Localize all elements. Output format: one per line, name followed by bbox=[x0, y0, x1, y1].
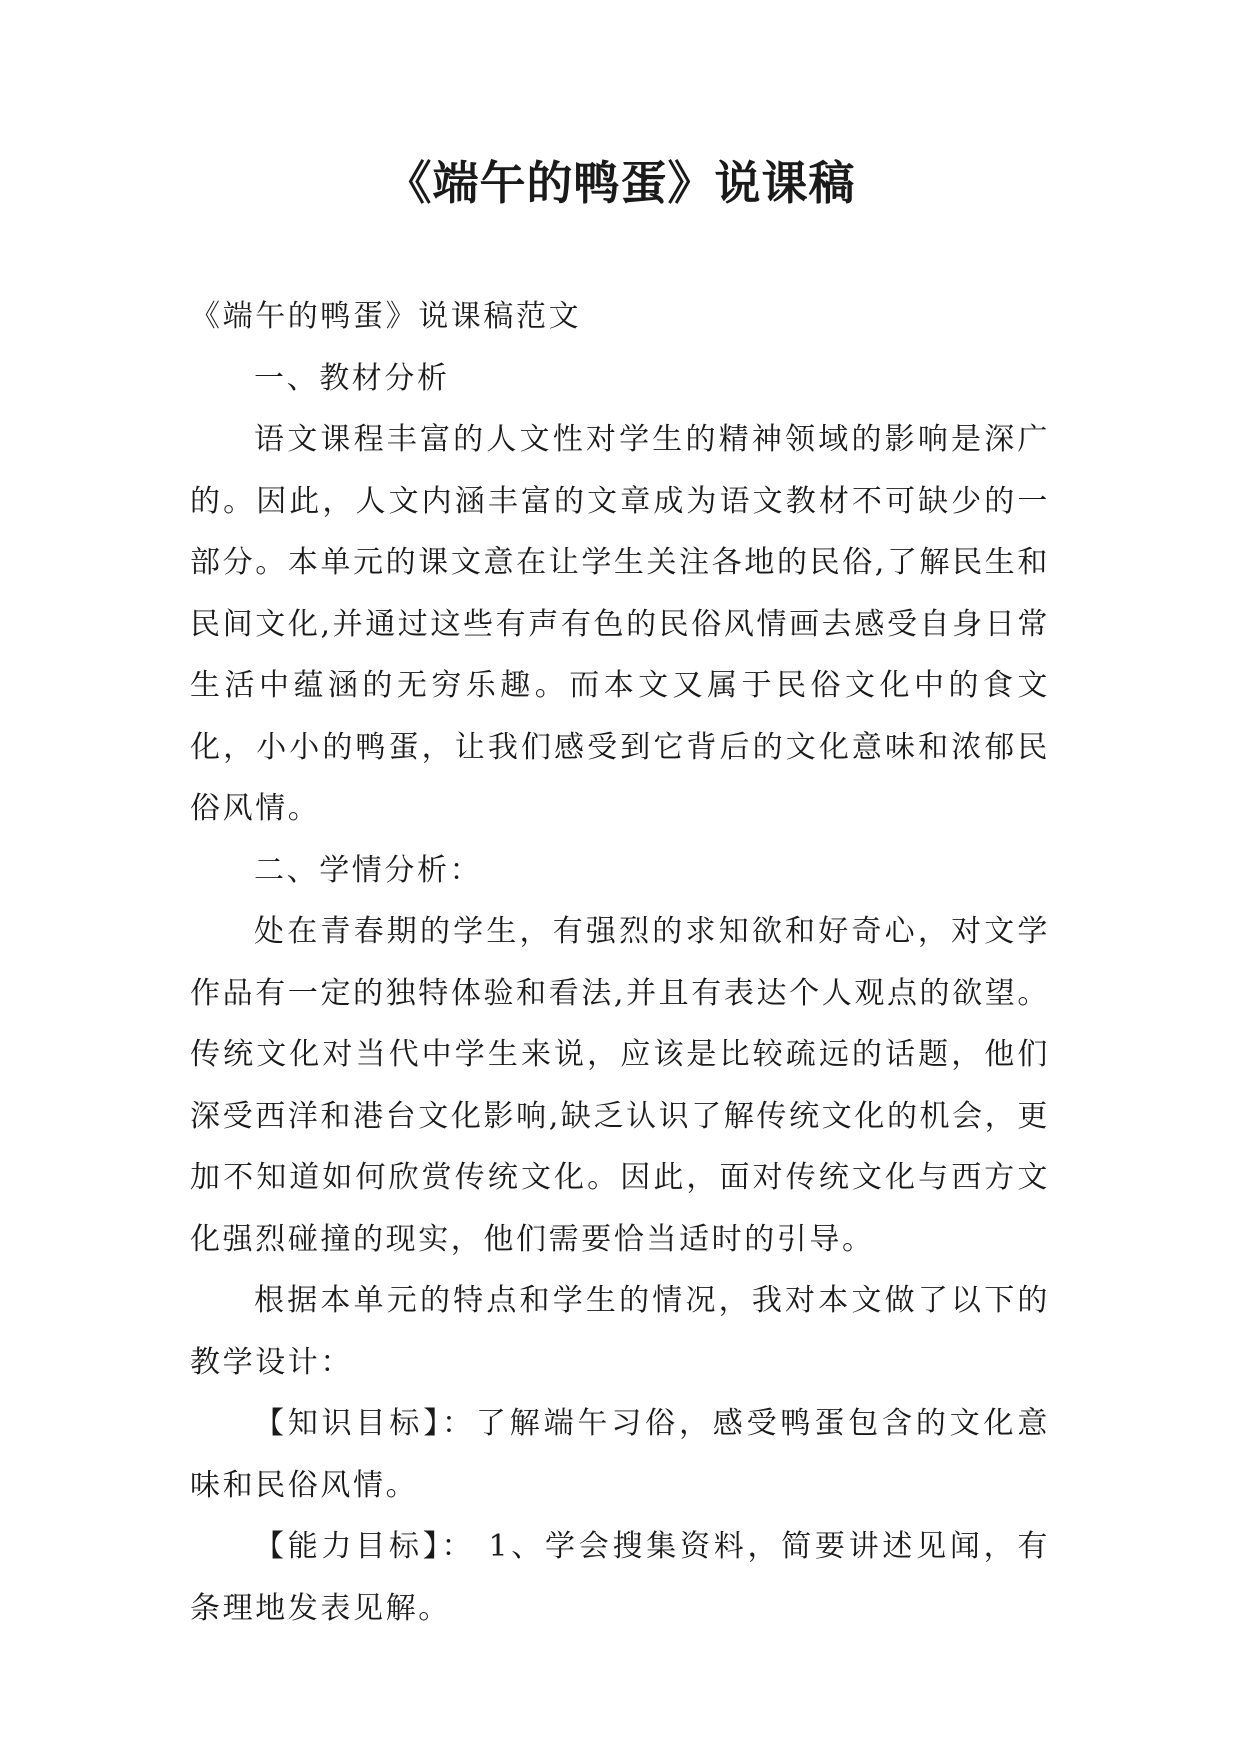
section-heading-student-analysis: 二、学情分析： bbox=[254, 852, 483, 888]
paragraph-student-analysis: 处在青春期的学生，有强烈的求知欲和好奇心，对文学作品有一定的独特体验和看法,并且有表达个人观点的欲望。传统文化对当代中学生来说，应该是比较疏远的话题，他们深受西洋和港台文化影响,缺乏认识了解传统文化的机会，更加不知道如何欣赏传统文化。因此，面对传统文化与西方文化强烈碰撞的现实，他们需要恰当适时的引导。 bbox=[190, 914, 1050, 1257]
subtitle-paragraph: 《端午的鸭蛋》说课稿范文 bbox=[190, 299, 582, 334]
section-heading-textbook-analysis: 一、教材分析 bbox=[254, 360, 450, 396]
paragraph-teaching-design-intro: 根据本单元的特点和学生的情况，我对本文做了以下的教学设计： bbox=[190, 1283, 1050, 1380]
paragraph-knowledge-goal: 【知识目标】：了解端午习俗，感受鸭蛋包含的文化意味和民俗风情。 bbox=[190, 1406, 1050, 1503]
paragraph-textbook-analysis: 语文课程丰富的人文性对学生的精神领域的影响是深广的。因此，人文内涵丰富的文章成为语文教材不可缺少的一部分。本单元的课文意在让学生关注各地的民俗,了解民生和民间文化,并通过这些有声有色的民俗风情画去感受自身日常生活中蕴涵的无穷乐趣。而本文又属于民俗文化中的食文化，小小的鸭蛋，让我们感受到它背后的文化意味和浓郁民俗风情。 bbox=[190, 422, 1050, 826]
document-body bbox=[190, 286, 1050, 1639]
paragraph-ability-goal: 【能力目标】： 1、学会搜集资料，简要讲述见闻，有条理地发表见解。 bbox=[190, 1529, 1050, 1626]
document-title: 《端午的鸭蛋》说课稿 bbox=[385, 156, 856, 210]
